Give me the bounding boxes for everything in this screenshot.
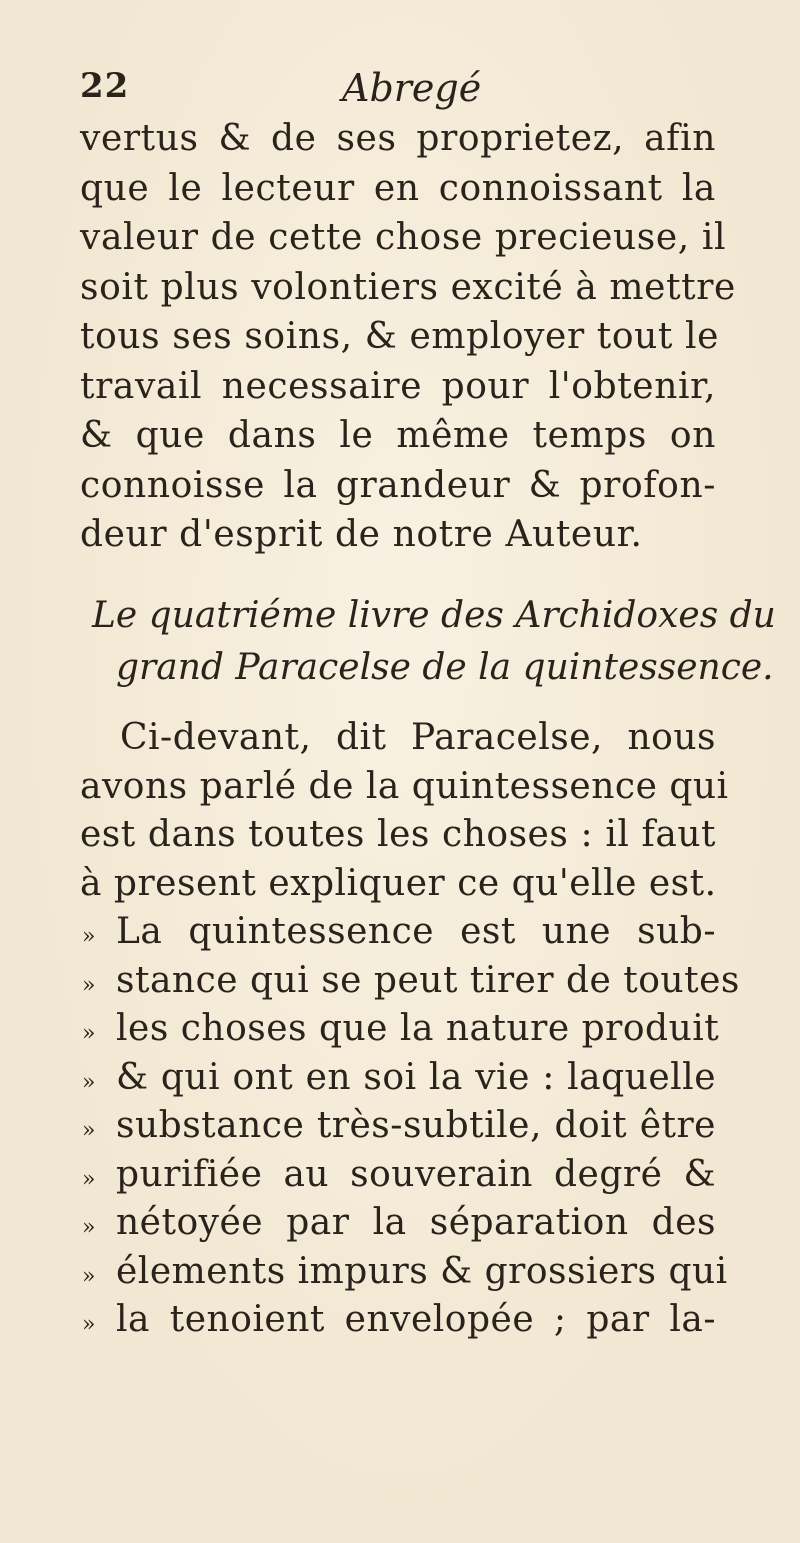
line-text: La quintessence est une sub-	[116, 911, 716, 952]
text-line	[80, 1199, 716, 1248]
text-line: valeur de cette chose precieuse, il	[80, 217, 727, 258]
quotation-mark: »	[82, 1215, 96, 1240]
line-text: les choses que la nature produit	[116, 1008, 720, 1049]
text-line: travail necessaire pour l'obtenir,	[80, 365, 716, 407]
line-text: stance qui se peut tirer de toutes	[116, 959, 740, 1001]
quotation-mark: »	[82, 1069, 96, 1095]
text-line: soit plus volontiers excité à mettre	[80, 266, 736, 308]
quotation-mark: »	[82, 1021, 96, 1046]
quotation-mark: »	[82, 972, 96, 998]
text-line	[80, 908, 716, 957]
text-line: & que dans le même temps on	[80, 415, 716, 456]
line-text: à present expliquer ce qu'elle est.	[80, 862, 717, 904]
text-line	[80, 763, 729, 812]
text-line: que le lecteur en connoissant la	[80, 167, 716, 209]
page-header	[80, 66, 720, 116]
line-text: la tenoient envelopée ; par la-	[116, 1299, 716, 1340]
line-text: nétoyée par la séparation des	[116, 1202, 716, 1243]
heading-line: Le quatriéme livre des Archidoxes du	[92, 595, 776, 636]
page-number: 22	[80, 66, 130, 106]
text-line	[80, 811, 716, 860]
text-line	[80, 1296, 716, 1345]
text-line	[80, 1054, 716, 1103]
text-line	[80, 1151, 716, 1200]
line-text: & qui ont en soi la vie : laquelle	[116, 1056, 716, 1098]
heading-line: grand Paracelse de la quintessence.	[116, 647, 774, 688]
quotation-mark: »	[82, 1118, 96, 1143]
text-line	[80, 860, 716, 909]
text-line	[80, 1248, 728, 1297]
text-line	[80, 957, 740, 1006]
text-line: tous ses soins, & employer tout le	[80, 316, 720, 357]
line-text: substance très-subtile, doit être	[116, 1105, 716, 1146]
quotation-mark: »	[82, 1263, 96, 1289]
line-text: Ci-devant, dit Paracelse, nous	[120, 717, 716, 758]
text-line	[80, 714, 716, 763]
text-line: vertus & de ses proprietez, afin	[80, 118, 716, 159]
line-text: est dans toutes les choses : il faut	[80, 814, 716, 855]
text-line	[80, 1005, 720, 1054]
section-heading	[92, 590, 776, 694]
paragraph-continuation	[80, 114, 736, 560]
quotation-mark: »	[82, 1312, 96, 1337]
line-text: avons parlé de la quintessence qui	[80, 765, 729, 807]
text-line: connoisse la grandeur & profon-	[80, 464, 716, 506]
text-line	[80, 1102, 716, 1151]
line-text: purifiée au souverain degré &	[116, 1153, 716, 1195]
running-title: Abregé	[342, 66, 482, 110]
quotation-mark: »	[82, 1166, 96, 1192]
chapter-paragraph	[80, 714, 740, 1345]
line-text: élements impurs & grossiers qui	[116, 1250, 728, 1292]
text-line: deur d'esprit de notre Auteur.	[80, 514, 643, 555]
quotation-mark: »	[82, 924, 96, 949]
